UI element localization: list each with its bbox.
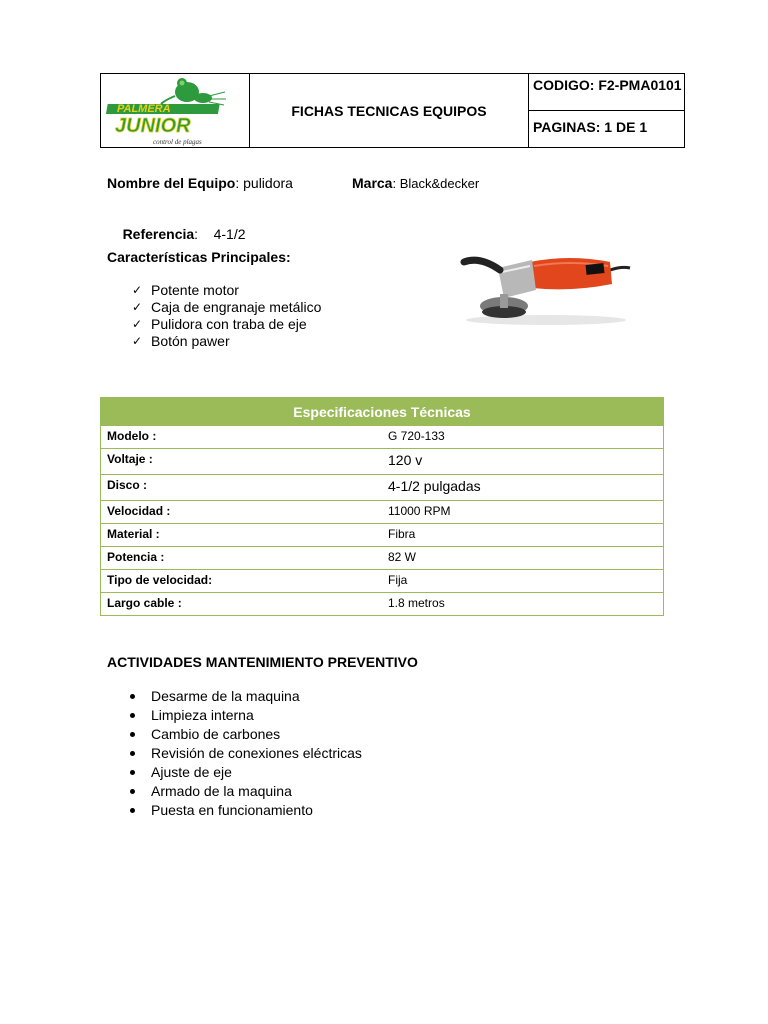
bullet-icon — [130, 751, 135, 756]
spec-key: Potencia : — [107, 550, 165, 564]
list-item — [128, 687, 362, 706]
brand-label: Marca — [352, 175, 393, 191]
bullet-icon — [130, 694, 135, 699]
table-row — [101, 592, 663, 615]
list-item — [132, 299, 321, 316]
bullet-icon — [130, 770, 135, 775]
bullet-icon — [130, 789, 135, 794]
spec-key: Velocidad : — [107, 504, 171, 518]
equipment-name-field — [107, 175, 293, 191]
logo-brand-top: PALMERA — [117, 103, 171, 115]
list-item — [132, 282, 321, 299]
table-row — [101, 546, 663, 569]
equipment-name-label: Nombre del Equipo — [107, 175, 236, 191]
feature-text: Botón pawer — [151, 333, 230, 349]
checkmark-icon: ✓ — [132, 300, 143, 314]
header-right-cells — [529, 74, 684, 147]
table-row — [101, 474, 663, 500]
spec-value: 82 W — [388, 550, 417, 564]
header-table — [100, 73, 685, 148]
logo-cell — [101, 74, 250, 147]
checkmark-icon: ✓ — [132, 317, 143, 331]
table-row — [101, 523, 663, 546]
list-item — [128, 706, 362, 725]
activity-text: Revisión de conexiones eléctricas — [151, 745, 362, 761]
activity-text: Puesta en funcionamiento — [151, 802, 313, 818]
activity-text: Cambio de carbones — [151, 726, 281, 742]
mouse-icon — [161, 78, 226, 105]
maintenance-title: ACTIVIDADES MANTENIMIENTO PREVENTIVO — [107, 654, 418, 670]
spec-value: Fibra — [388, 527, 416, 541]
maintenance-list — [128, 687, 362, 820]
list-item — [128, 725, 362, 744]
bullet-icon — [130, 713, 135, 718]
activity-text: Limpieza interna — [151, 707, 254, 723]
document-code: CODIGO: F2-PMA0101 — [529, 74, 684, 111]
activity-text: Armado de la maquina — [151, 783, 292, 799]
brand-field — [352, 175, 479, 191]
palmera-junior-logo — [105, 74, 245, 148]
list-item — [128, 801, 362, 820]
spec-value: Fija — [388, 573, 408, 587]
feature-text: Pulidora con traba de eje — [151, 316, 307, 332]
table-row — [101, 425, 663, 448]
feature-text: Potente motor — [151, 282, 239, 298]
spec-key: Largo cable : — [107, 596, 182, 610]
spec-value: G 720-133 — [388, 429, 445, 443]
features-list — [132, 282, 321, 350]
activity-text: Ajuste de eje — [151, 764, 232, 780]
features-title: Características Principales: — [107, 249, 291, 265]
spec-value: 4-1/2 pulgadas — [388, 478, 481, 494]
reference-label: Referencia — [122, 226, 195, 242]
table-row — [101, 448, 663, 474]
list-item — [132, 333, 321, 350]
specifications-table — [100, 397, 664, 616]
spec-value: 120 v — [388, 452, 423, 468]
reference-value: : 4-1/2 — [194, 226, 246, 242]
bullet-icon — [130, 808, 135, 813]
checkmark-icon: ✓ — [132, 283, 143, 297]
list-item — [132, 316, 321, 333]
spec-value: 1.8 metros — [388, 596, 445, 610]
list-item — [128, 763, 362, 782]
document-pages: PAGINAS: 1 DE 1 — [533, 119, 648, 135]
spec-value: 11000 RPM — [388, 504, 451, 518]
document-title: FICHAS TECNICAS EQUIPOS — [250, 74, 529, 147]
activity-text: Desarme de la maquina — [151, 688, 300, 704]
list-item — [128, 782, 362, 801]
spec-key: Material : — [107, 527, 160, 541]
spec-key: Modelo : — [107, 429, 157, 443]
logo-brand-bottom: JUNIOR — [115, 115, 191, 137]
table-row — [101, 500, 663, 523]
equipment-name-value: : pulidora — [235, 175, 293, 191]
angle-grinder-image — [460, 248, 632, 330]
logo-tagline: control de plagas — [153, 138, 202, 146]
brand-value: : Black&decker — [392, 176, 480, 191]
list-item — [128, 744, 362, 763]
checkmark-icon: ✓ — [132, 334, 143, 348]
specifications-title: Especificaciones Técnicas — [101, 398, 663, 425]
spec-key: Tipo de velocidad: — [107, 573, 213, 587]
table-row — [101, 569, 663, 592]
spec-key: Voltaje : — [107, 452, 153, 466]
bullet-icon — [130, 732, 135, 737]
feature-text: Caja de engranaje metálico — [151, 299, 322, 315]
spec-key: Disco : — [107, 478, 148, 492]
